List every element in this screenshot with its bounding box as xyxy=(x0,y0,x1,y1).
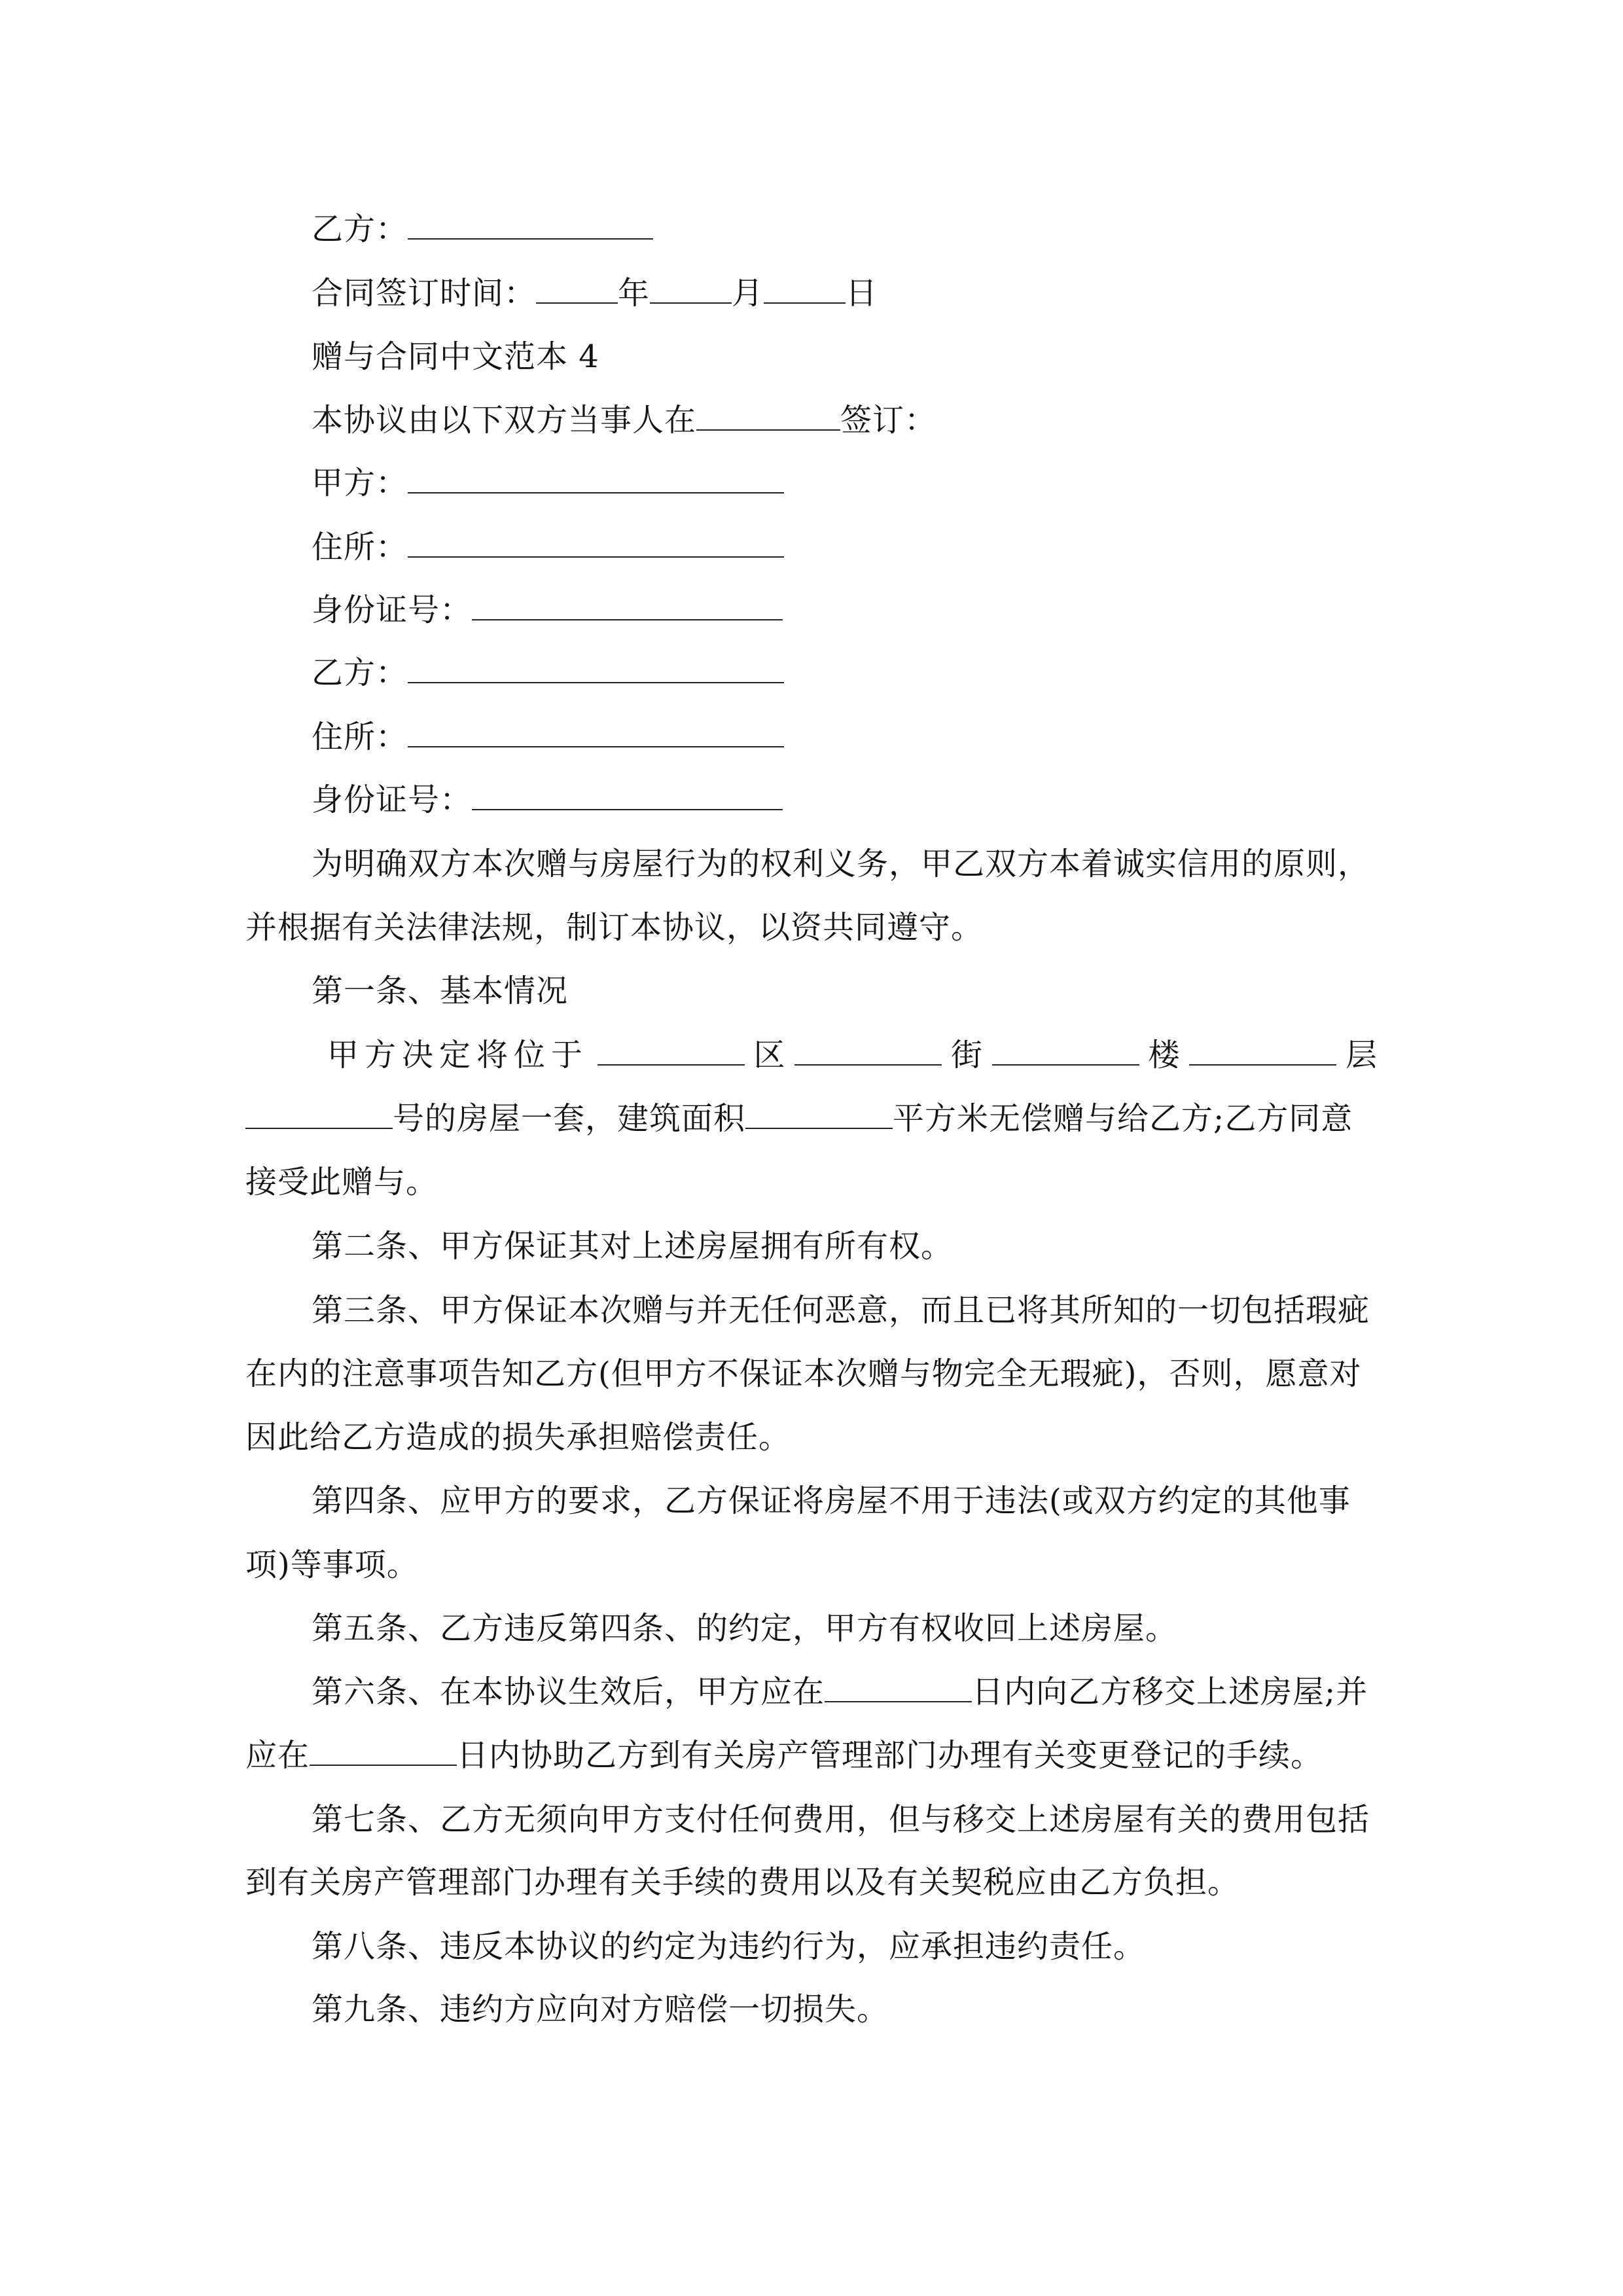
party-a-blank[interactable] xyxy=(408,465,784,493)
floor-blank[interactable] xyxy=(1189,1037,1336,1066)
purpose-line-1: 为明确双方本次赠与房屋行为的权利义务，甲乙双方本着诚实信用的原则， xyxy=(312,846,1370,882)
party-a-address-line xyxy=(312,528,1378,567)
article-3-line-1: 第三条、甲方保证本次赠与并无任何恶意，而且已将其所知的一切包括瑕疵 xyxy=(312,1292,1370,1329)
party-b-id-blank[interactable] xyxy=(472,781,783,810)
month-blank[interactable] xyxy=(650,275,732,304)
article-1-gift-text: 平方米无偿赠与给乙方;乙方同意 xyxy=(893,1100,1353,1137)
day-blank[interactable] xyxy=(764,275,846,304)
article-1-title: 第一条、基本情况 xyxy=(312,973,569,1009)
party-b-info-label: 乙方： xyxy=(312,655,408,691)
party-b-address-blank[interactable] xyxy=(408,719,784,747)
article-4-line-1: 第四条、应甲方的要求，乙方保证将房屋不用于违法(或双方约定的其他事 xyxy=(312,1482,1351,1519)
section-title: 赠与合同中文范本 4 xyxy=(312,338,599,375)
party-a-line xyxy=(312,463,1378,503)
article-1-location-text: 甲方决定将位于 xyxy=(327,1037,589,1073)
article-5: 第五条、乙方违反第四条、的约定，甲方有权收回上述房屋。 xyxy=(312,1610,1178,1647)
sign-time-label: 合同签订时间： xyxy=(312,275,537,312)
street-blank[interactable] xyxy=(794,1037,942,1066)
area-blank[interactable] xyxy=(745,1100,893,1129)
sign-time-line xyxy=(312,274,1378,313)
month-label: 月 xyxy=(732,275,764,312)
district-label: 区 xyxy=(753,1037,786,1073)
article-1-line-3: 接受此赠与。 xyxy=(245,1164,438,1200)
sign-place-blank[interactable] xyxy=(696,402,840,431)
party-b-id-line xyxy=(312,780,1378,819)
registration-days-blank[interactable] xyxy=(310,1737,457,1766)
article-6-text-a: 第六条、在本协议生效后，甲方应在 xyxy=(312,1674,825,1710)
street-label: 街 xyxy=(950,1037,983,1073)
intro-line xyxy=(312,401,1378,440)
party-b-line xyxy=(312,653,1378,692)
room-number-blank[interactable] xyxy=(245,1100,393,1129)
article-3-line-3: 因此给乙方造成的损失承担赔偿责任。 xyxy=(245,1419,791,1456)
party-b-address-label: 住所： xyxy=(312,719,408,755)
intro-text-before: 本协议由以下双方当事人在 xyxy=(312,402,697,439)
article-6-text-d: 日内协助乙方到有关房产管理部门办理有关变更登记的手续。 xyxy=(457,1737,1323,1774)
article-1-line-2 xyxy=(245,1099,1378,1138)
article-1-line-1 xyxy=(327,1035,1378,1075)
article-2: 第二条、甲方保证其对上述房屋拥有所有权。 xyxy=(312,1228,954,1265)
article-6-text-c: 应在 xyxy=(245,1737,310,1774)
article-4-line-2: 项)等事项。 xyxy=(245,1547,419,1583)
year-label: 年 xyxy=(618,275,651,312)
party-b-id-label: 身份证号： xyxy=(312,781,473,818)
party-a-address-blank[interactable] xyxy=(408,529,784,558)
article-7-line-1: 第七条、乙方无须向甲方支付任何费用，但与移交上述房屋有关的费用包括 xyxy=(312,1801,1370,1838)
article-6-line-2 xyxy=(245,1736,1378,1775)
article-1-area-text: 号的房屋一套，建筑面积 xyxy=(393,1100,746,1137)
party-a-label: 甲方： xyxy=(312,465,408,501)
year-blank[interactable] xyxy=(536,275,618,304)
party-b-label: 乙方： xyxy=(312,211,408,247)
party-a-id-label: 身份证号： xyxy=(312,592,473,628)
article-8: 第八条、违反本协议的约定为违约行为，应承担违约责任。 xyxy=(312,1928,1146,1965)
purpose-line-2: 并根据有关法律法规，制订本协议，以资共同遵守。 xyxy=(245,909,984,946)
district-blank[interactable] xyxy=(597,1037,745,1066)
building-blank[interactable] xyxy=(992,1037,1139,1066)
party-b-info-blank[interactable] xyxy=(408,655,784,683)
party-a-address-label: 住所： xyxy=(312,529,408,565)
intro-text-after: 签订： xyxy=(840,402,937,439)
party-b-signature-line xyxy=(312,209,1378,249)
article-9: 第九条、违约方应向对方赔偿一切损失。 xyxy=(312,1991,889,2028)
article-3-line-2: 在内的注意事项告知乙方(但甲方不保证本次赠与物完全无瑕疵)，否则，愿意对 xyxy=(245,1355,1362,1392)
article-6-line-1 xyxy=(312,1672,1378,1712)
party-a-id-blank[interactable] xyxy=(472,592,783,620)
party-b-address-line xyxy=(312,717,1378,757)
party-b-blank[interactable] xyxy=(408,211,653,240)
article-7-line-2: 到有关房产管理部门办理有关手续的费用以及有关契税应由乙方负担。 xyxy=(245,1864,1240,1901)
handover-days-blank[interactable] xyxy=(825,1674,972,1702)
day-label: 日 xyxy=(846,275,878,312)
party-a-id-line xyxy=(312,590,1378,630)
floor-label: 层 xyxy=(1345,1037,1378,1073)
building-label: 楼 xyxy=(1148,1037,1181,1073)
article-6-text-b: 日内向乙方移交上述房屋;并 xyxy=(972,1674,1368,1710)
